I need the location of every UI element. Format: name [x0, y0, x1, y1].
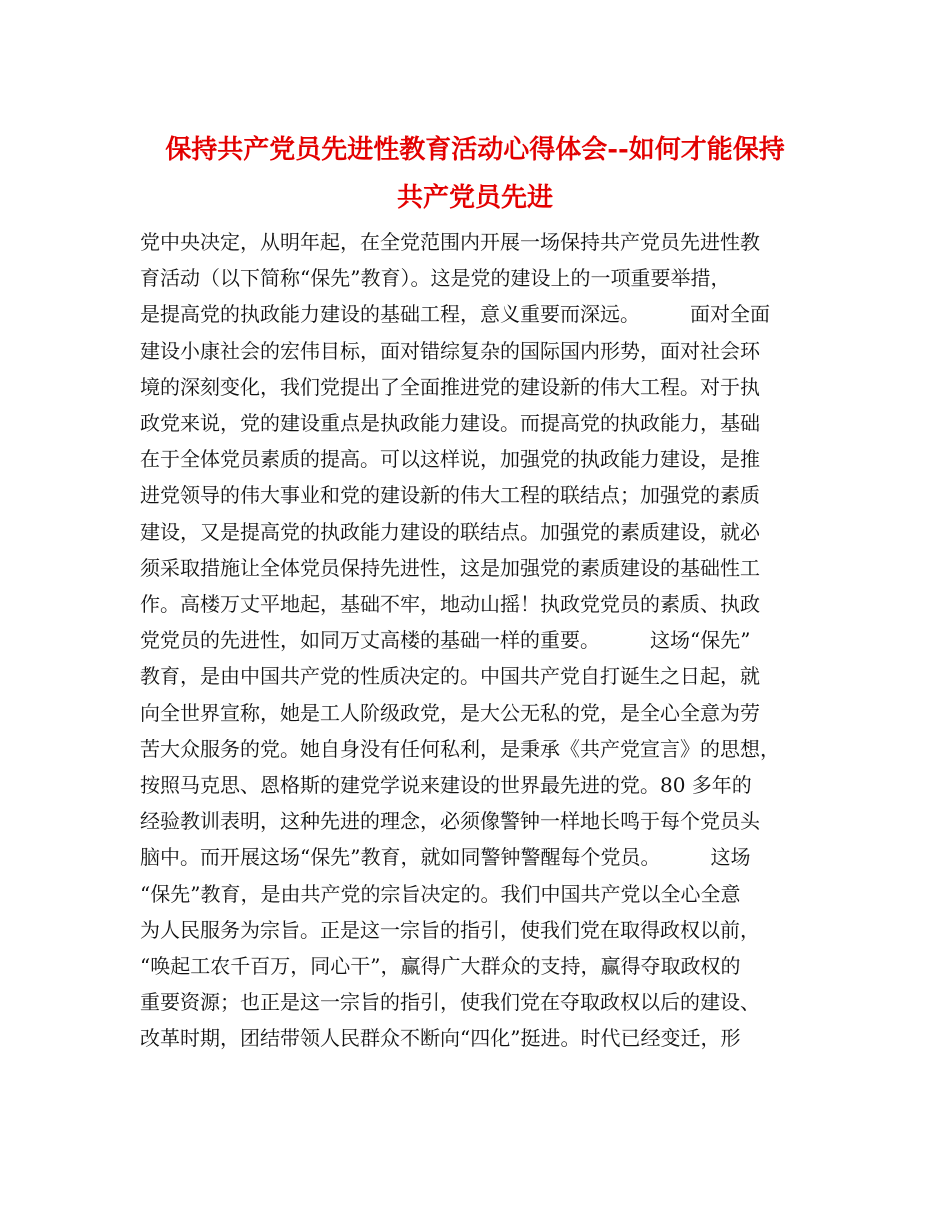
body-line: 按照马克思、恩格斯的建党学说来建设的世界最先进的党。80 多年的 — [140, 773, 752, 798]
body-line: 苦大众服务的党。她自身没有任何私利，是秉承《共产党宣言》的思想， — [140, 736, 780, 761]
body-line: 是提高党的执政能力建设的基础工程，意义重要而深远。 面对全面 — [140, 302, 770, 327]
body-line: 教育，是由中国共产党的性质决定的。中国共产党自打诞生之日起，就 — [140, 664, 760, 689]
body-line: 政党来说，党的建设重点是执政能力建设。而提高党的执政能力，基础 — [140, 411, 760, 436]
body-line: 育活动（以下简称“保先”教育）。这是党的建设上的一项重要举措， — [140, 266, 731, 291]
body-line: “保先”教育，是由共产党的宗旨决定的。我们中国共产党以全心全意 — [140, 881, 741, 906]
title-line: 共产党员先进 — [396, 183, 553, 213]
body-line: 党中央决定，从明年起，在全党范围内开展一场保持共产党员先进性教 — [140, 230, 760, 254]
body-line: 脑中。而开展这场“保先”教育，就如同警钟警醒每个党员。 这场 — [140, 845, 751, 870]
body-line: 党党员的先进性，如同万丈高楼的基础一样的重要。 这场“保先” — [140, 628, 751, 653]
body-line: 作。高楼万丈平地起，基础不牢，地动山摇！执政党党员的素质、执政 — [140, 592, 760, 617]
body-line: 为人民服务为宗旨。正是这一宗旨的指引，使我们党在取得政权以前， — [140, 917, 760, 942]
body-line: 建设小康社会的宏伟目标，面对错综复杂的国际国内形势，面对社会环 — [140, 338, 760, 363]
body-line: 重要资源；也正是这一宗旨的指引，使我们党在夺取政权以后的建设、 — [140, 990, 760, 1015]
body-line: 建设，又是提高党的执政能力建设的联结点。加强党的素质建设，就必 — [140, 519, 760, 544]
document-body — [140, 224, 820, 1057]
body-line: 改革时期，团结带领人民群众不断向“四化”挺进。时代已经变迁，形 — [140, 1026, 741, 1051]
body-line: 境的深刻变化，我们党提出了全面推进党的建设新的伟大工程。对于执 — [140, 374, 760, 399]
document-title — [100, 126, 850, 222]
body-line: “唤起工农千百万，同心干”，赢得广大群众的支持，赢得夺取政权的 — [140, 954, 741, 979]
body-line: 经验教训表明，这种先进的理念，必须像警钟一样地长鸣于每个党员头 — [140, 809, 760, 834]
body-line: 进党领导的伟大事业和党的建设新的伟大工程的联结点；加强党的素质 — [140, 483, 760, 508]
title-line: 保持共产党员先进性教育活动心得体会--如何才能保持 — [165, 135, 785, 165]
body-line: 须采取措施让全体党员保持先进性，这是加强党的素质建设的基础性工 — [140, 555, 760, 580]
body-line: 在于全体党员素质的提高。可以这样说，加强党的执政能力建设，是推 — [140, 447, 760, 472]
body-line: 向全世界宣称，她是工人阶级政党，是大公无私的党，是全心全意为劳 — [140, 700, 760, 725]
